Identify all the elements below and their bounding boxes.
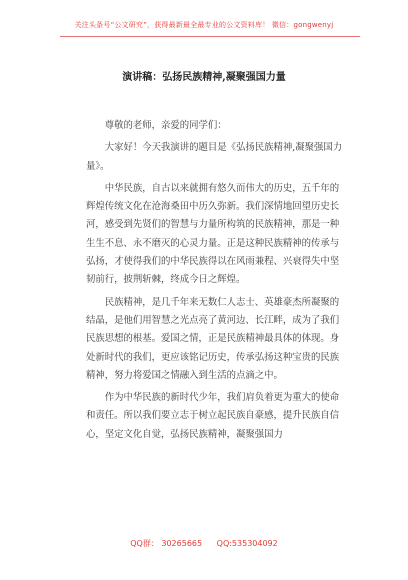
document-title: 演讲稿：弘扬民族精神,凝聚强国力量 — [122, 72, 286, 83]
greeting: 尊敬的老师，亲爱的同学们： — [104, 120, 227, 131]
paragraph: 民族精神，是几千年来无数仁人志士、英雄豪杰所凝聚的结晶，是他们用智慧之光点亮了黄河边、长江畔，成为了我们民族思想的根基。爱国之情，正是民族精神最具体的体现。身处新时代的我们，更应该铭记历史，传承弘扬这种宝贵的民族精神，努力将爱国之情融入到生活的点滴之中。 — [86, 296, 340, 381]
paragraph: 作为中华民族的新时代少年，我们肩负着更为重大的使命和责任。所以我们要立志于树立起民族自豪感，提升民族自信心，坚定文化自觉，弘扬民族精神，凝聚强国力 — [86, 392, 340, 440]
paragraph: 大家好！今天我演讲的题目是《弘扬民族精神,凝聚强国力量》。 — [86, 142, 343, 172]
footer-qq-contact: QQ:535304092 — [216, 539, 278, 548]
footer-contact — [0, 538, 408, 549]
paragraph: 中华民族，自古以来就拥有悠久而伟大的历史，五千年的辉煌传统文化在沧海桑田中历久弥新。我们深情地回望历史长河，感受到先贤们的智慧与力量所构筑的民族精神，那是一种生生不息、永不磨灭的心灵力量。正是这种民族精神的传承与弘扬，才使得我们的中华民族得以在风雨兼程、兴衰得失中坚韧前行，披荆斩棘，终成今日之辉煌。 — [86, 182, 340, 286]
footer-qq-group: QQ群： 30265665 — [130, 539, 203, 548]
header-banner: 关注头条号“公文研究”，获得最新最全最专业的公文资料库！ 微信：gongwenyj — [74, 21, 334, 29]
header-divider — [60, 36, 360, 37]
document-body — [86, 117, 348, 448]
